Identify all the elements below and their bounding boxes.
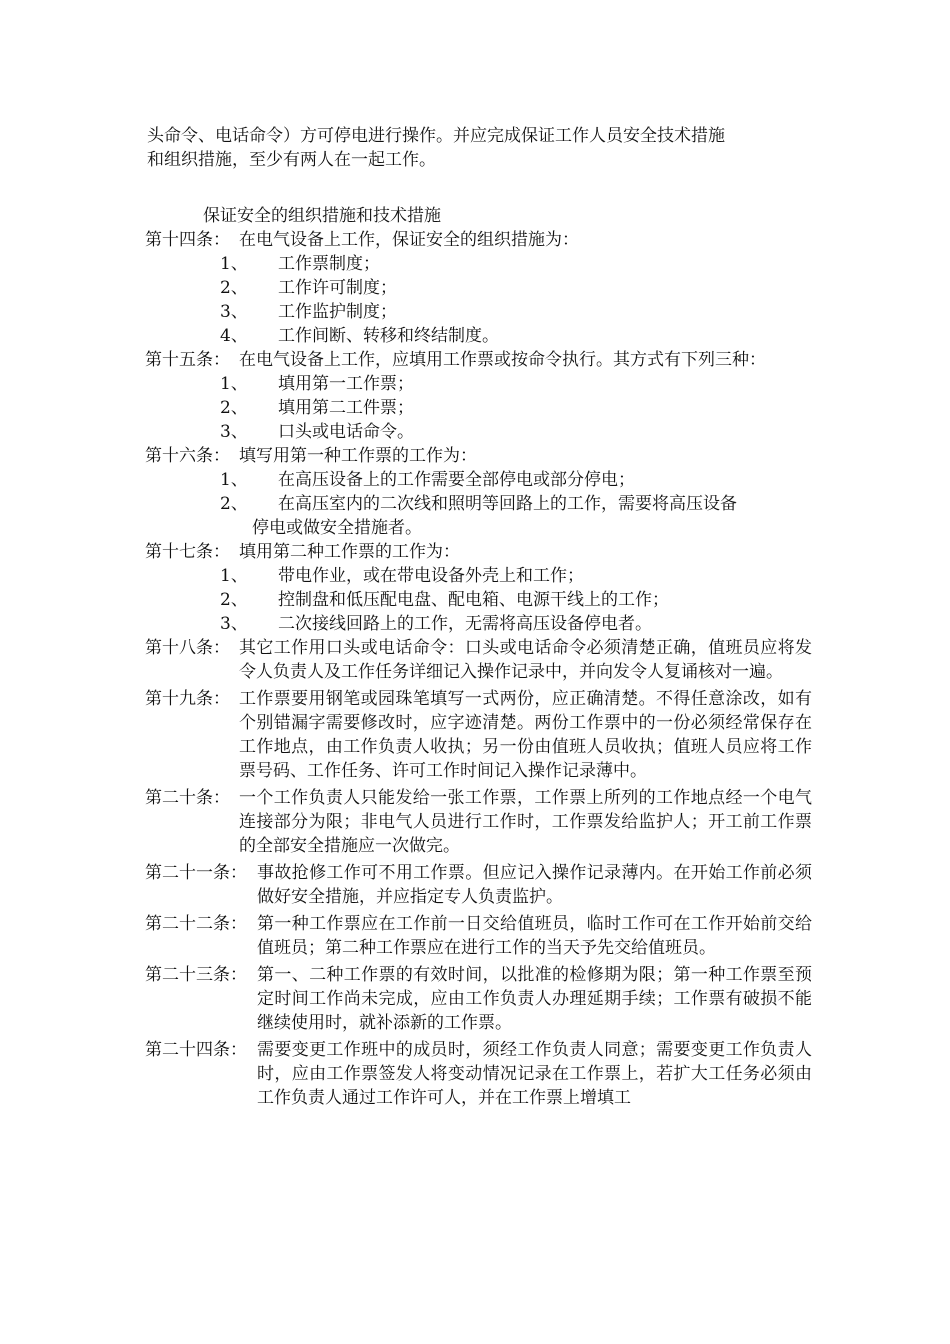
list-item-text: 在高压设备上的工作需要全部停电或部分停电；	[278, 470, 635, 490]
list-item	[220, 492, 812, 540]
article-text: 第一、二种工作票的有效时间，以批准的检修期为限；第一种工作票至预定时间工作尚未完成，应由工作负责人办理延期手续；工作票有破损不能继续使用时，就补添新的工作票。	[257, 965, 812, 1033]
list-item	[220, 564, 812, 588]
list-item	[220, 588, 812, 612]
list-item-number: 2、	[220, 278, 248, 298]
article-text: 一个工作负责人只能发给一张工作票，工作票上所列的工作地点经一个电气连接部分为限；非电气人员进行工作时，工作票发给监护人；开工前工作票的全部安全措施应一次做完。	[239, 788, 812, 856]
list-item-text: 填用第二工件票；	[278, 398, 414, 418]
article-text: 填写用第一种工作票的工作为：	[239, 446, 477, 466]
list-item	[220, 396, 812, 420]
intro-line-2: 和组织措施，至少有两人在一起工作。	[147, 150, 436, 170]
article-text: 工作票要用钢笔或园珠笔填写一式两份，应正确清楚。不得任意涂改，如有个别错漏字需要修改时，应字迹清楚。两份工作票中的一份必须经常保存在工作地点，由工作负责人收执；另一份由值班人员收执；值班人员应将工作票号码、工作任务、许可工作时间记入操作记录薄中。	[239, 689, 812, 781]
list-item-number: 1、	[220, 566, 248, 586]
list-item-number: 3、	[220, 302, 248, 322]
article-label: 第二十二条：	[145, 914, 247, 934]
list-item-number: 2、	[220, 494, 248, 514]
list-item	[220, 300, 812, 324]
list-item	[220, 468, 812, 492]
article	[145, 963, 812, 1035]
article	[145, 540, 812, 636]
list-item	[220, 420, 812, 444]
intro-line-1: 头命令、电话命令）方可停电进行操作。并应完成保证工作人员安全技术措施	[147, 126, 725, 146]
article-label: 第二十三条：	[145, 965, 247, 985]
article	[145, 912, 812, 960]
list-item-text-continued: 停电或做安全措施者。	[252, 518, 422, 538]
list-item-text: 口头或电话命令。	[278, 422, 414, 442]
article-text: 事故抢修工作可不用工作票。但应记入操作记录薄内。在开始工作前必须做好安全措施，并应指定专人负责监护。	[257, 863, 812, 907]
article	[145, 687, 812, 783]
list-item-text: 在高压室内的二次线和照明等回路上的工作，需要将高压设备	[278, 494, 737, 514]
list-item-number: 3、	[220, 422, 248, 442]
list-item-number: 4、	[220, 326, 248, 346]
article-text: 在电气设备上工作，保证安全的组织措施为：	[239, 230, 579, 250]
article	[145, 636, 812, 684]
article-label: 第十五条：	[145, 350, 230, 370]
article-label: 第十七条：	[145, 542, 230, 562]
section-heading: 保证安全的组织措施和技术措施	[203, 206, 441, 226]
list-item-number: 2、	[220, 398, 248, 418]
list-item	[220, 612, 812, 636]
article-text: 其它工作用口头或电话命令：口头或电话命令必须清楚正确，值班员应将发令人负责人及工作任务详细记入操作记录中，并向发令人复诵核对一遍。	[239, 638, 812, 682]
article	[145, 444, 812, 540]
article-label: 第二十一条：	[145, 863, 247, 883]
list-item-text: 二次接线回路上的工作，无需将高压设备停电者。	[278, 614, 652, 634]
article	[145, 861, 812, 909]
list-item-text: 工作许可制度；	[278, 278, 397, 298]
list-item-number: 1、	[220, 470, 248, 490]
list-item-number: 1、	[220, 374, 248, 394]
article-list	[145, 228, 812, 1113]
article-text: 第一种工作票应在工作前一日交给值班员，临时工作可在工作开始前交给值班员；第二种工作票应在进行工作的当天予先交给值班员。	[257, 914, 812, 958]
list-item-text: 带电作业，或在带电设备外壳上和工作；	[278, 566, 584, 586]
article-label: 第十六条：	[145, 446, 230, 466]
article	[145, 348, 812, 444]
article-label: 第十九条：	[145, 689, 230, 709]
list-item-number: 3、	[220, 614, 248, 634]
article	[145, 1038, 812, 1110]
list-item-number: 2、	[220, 590, 248, 610]
article-label: 第十八条：	[145, 638, 230, 658]
article-label: 第二十四条：	[145, 1040, 247, 1060]
intro-paragraph	[147, 124, 812, 172]
list-item-text: 工作间断、转移和终结制度。	[278, 326, 499, 346]
article-label: 第十四条：	[145, 230, 230, 250]
list-item-number: 1、	[220, 254, 248, 274]
article-text: 需要变更工作班中的成员时，须经工作负责人同意；需要变更工作负责人时，应由工作票签发人将变动情况记录在工作票上，若扩大工任务必须由工作负责人通过工作许可人，并在工作票上增填工	[257, 1040, 812, 1108]
list-item-text: 工作监护制度；	[278, 302, 397, 322]
article-text: 填用第二种工作票的工作为：	[239, 542, 460, 562]
list-item	[220, 276, 812, 300]
article-text: 在电气设备上工作，应填用工作票或按命令执行。其方式有下列三种：	[239, 350, 766, 370]
list-item-text: 控制盘和低压配电盘、配电箱、电源干线上的工作；	[278, 590, 669, 610]
list-item-text: 工作票制度；	[278, 254, 380, 274]
list-item	[220, 372, 812, 396]
article	[145, 786, 812, 858]
list-item	[220, 324, 812, 348]
list-item	[220, 252, 812, 276]
list-item-text: 填用第一工作票；	[278, 374, 414, 394]
article	[145, 228, 812, 348]
article-label: 第二十条：	[145, 788, 230, 808]
